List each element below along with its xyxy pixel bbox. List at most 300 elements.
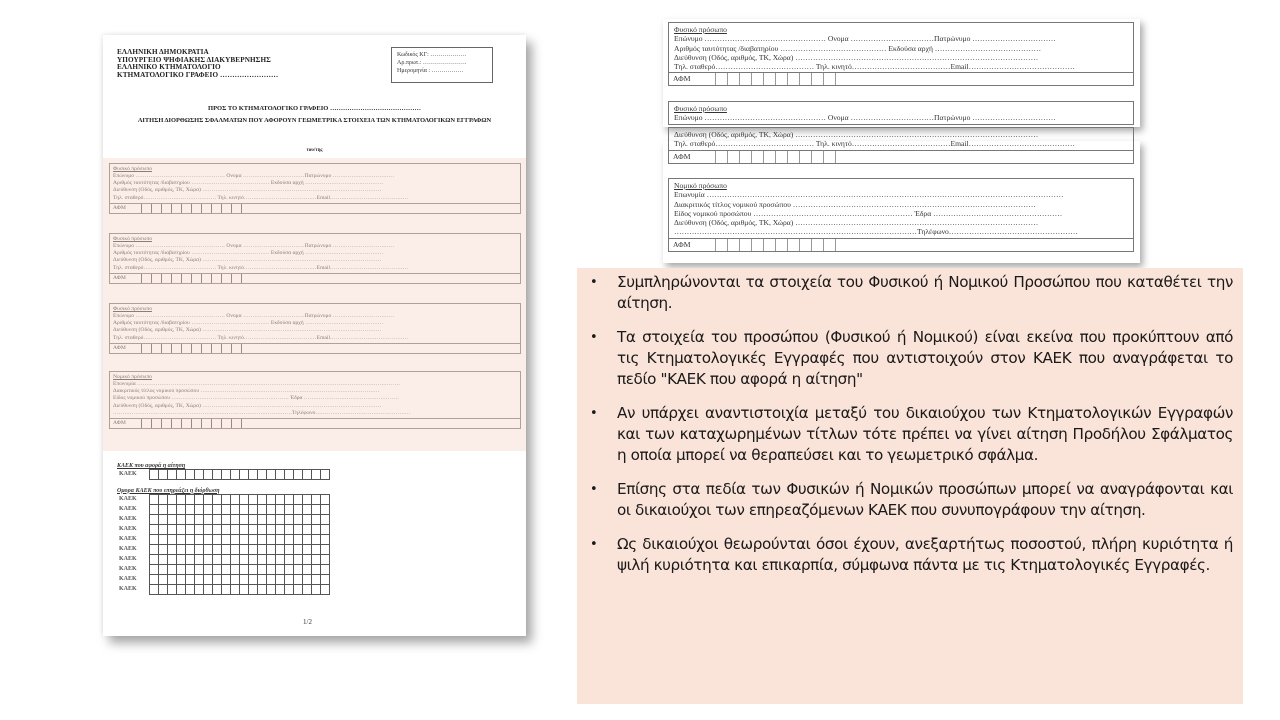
instructions-panel <box>577 268 1243 704</box>
form-line: Διακριτικός τίτλος νομικού προσώπου …………………………………………………………………………………… <box>113 388 380 395</box>
kaek-grid <box>149 504 330 514</box>
kaek-digit-cell <box>195 565 204 574</box>
kaek-digit-cell <box>267 555 276 564</box>
kaek-digit-cell <box>240 495 249 504</box>
section-heading: Φυσικό πρόσωπο <box>674 104 727 113</box>
kaek-digit-cell <box>168 495 177 504</box>
kaek-digit-cell <box>150 525 159 534</box>
form-line: Αριθμός ταυτότητας /διαβατηρίου …………………………………… Εκδούσα αρχή …………………………………… <box>674 43 1042 53</box>
kaek-digit-cell <box>267 545 276 554</box>
section-heading: Φυσικό πρόσωπο <box>113 236 153 242</box>
kaek-digit-cell <box>240 515 249 524</box>
kaek-digit-cell <box>249 495 258 504</box>
kaek-digit-cell <box>177 515 186 524</box>
kg-code-field: Κωδικός ΚΓ: ……………… <box>397 52 467 58</box>
kaek-neighbor-row <box>117 514 330 524</box>
kaek-digit-cell <box>159 585 168 594</box>
form-excerpt-legal-person <box>663 130 1140 263</box>
kaek-digit-cell <box>231 470 240 479</box>
kaek-digit-cell <box>168 470 177 479</box>
instruction-item <box>590 479 1233 521</box>
kaek-digit-cell <box>267 515 276 524</box>
kaek-digit-cell <box>204 495 213 504</box>
kaek-concerned-row <box>117 470 330 480</box>
kaek-digit-cell <box>150 565 159 574</box>
kaek-label: ΚΑΕΚ <box>119 546 137 553</box>
kaek-digit-cell <box>213 515 222 524</box>
kaek-digit-cell <box>276 565 285 574</box>
kaek-digit-cell <box>213 555 222 564</box>
section-heading: Νομικό πρόσωπο <box>674 181 727 190</box>
kaek-section <box>117 463 330 594</box>
afm-row <box>110 343 520 353</box>
kaek-grid <box>149 494 330 504</box>
form-line: Είδος νομικού προσώπου ……………………………………………………… Έδρα …………………………………………… <box>113 395 399 402</box>
kaek-digit-cell <box>150 470 159 479</box>
form-line: Διεύθυνση (Οδός, αριθμός, ΤΚ, Χώρα) …………………………………………………………………………………… <box>674 52 1039 62</box>
kaek-digit-cell <box>222 545 231 554</box>
authority-header <box>117 49 278 79</box>
kaek-digit-cell <box>159 470 168 479</box>
kaek-digit-cell <box>195 495 204 504</box>
afm-row <box>110 273 520 283</box>
kaek-neighbors-grid <box>117 494 330 594</box>
instruction-text: Ως δικαιούχοι θεωρούνται όσοι έχουν, ανεξαρτήτως ποσοστού, πλήρη κυριότητα ή ψιλή κυριότητα και επικαρπία, σύμφωνα πάντα με τις Κτηματολογικές Εγγραφές. <box>617 535 1233 574</box>
kaek-digit-cell <box>285 505 294 514</box>
protocol-number-field: Αρ.πρωτ.: …………………. <box>397 59 467 66</box>
kaek-digit-cell <box>303 545 312 554</box>
kaek-digit-cell <box>186 515 195 524</box>
kaek-digit-cell <box>195 515 204 524</box>
legal-person-section <box>668 178 1134 252</box>
kaek-neighbor-row <box>117 524 330 534</box>
kaek-digit-cell <box>240 565 249 574</box>
kaek-digit-cell <box>294 495 303 504</box>
kaek-digit-cell <box>312 525 321 534</box>
kaek-digit-cell <box>303 505 312 514</box>
kaek-digit-cell <box>249 515 258 524</box>
kaek-digit-cell <box>204 535 213 544</box>
kaek-neighbors-caption: Ομορα ΚΑΕΚ που επηρεάζει η διόρθωση <box>117 487 220 494</box>
kaek-digit-cell <box>312 555 321 564</box>
kaek-digit-cell <box>231 585 240 594</box>
kaek-digit-cell <box>240 505 249 514</box>
kaek-digit-cell <box>258 565 267 574</box>
kaek-digit-cell <box>303 470 312 479</box>
form-line: Τηλ. σταθερό………………………………… Τηλ. κινητό…………………………………Email…………………………………… <box>674 139 1075 149</box>
kaek-digit-cell <box>204 505 213 514</box>
kaek-digit-cell <box>321 505 330 514</box>
kaek-digit-cell <box>213 495 222 504</box>
kaek-digit-cell <box>150 495 159 504</box>
kaek-neighbor-row <box>117 564 330 574</box>
kaek-digit-cell <box>213 565 222 574</box>
kaek-label: ΚΑΕΚ <box>119 586 137 593</box>
afm-row <box>669 72 1133 85</box>
kaek-neighbor-row <box>117 544 330 554</box>
form-line: Αριθμός ταυτότητας /διαβατηρίου …………………………………… Εκδούσα αρχή …………………………………… <box>113 250 384 257</box>
natural-person-section <box>109 233 521 284</box>
kaek-digit-cell <box>249 505 258 514</box>
kaek-digit-cell <box>312 515 321 524</box>
kaek-digit-cell <box>285 515 294 524</box>
kaek-neighbor-row <box>117 504 330 514</box>
kaek-digit-cell <box>204 565 213 574</box>
form-line: Διεύθυνση (Οδός, αριθμός, ΤΚ, Χώρα) …………………………………………………………………………………… <box>113 257 382 264</box>
page-number: 1/2 <box>303 618 312 626</box>
kaek-digit-cell <box>303 495 312 504</box>
kaek-digit-cell <box>294 565 303 574</box>
kaek-digit-cell <box>249 545 258 554</box>
kaek-digit-cell <box>168 535 177 544</box>
kaek-digit-cell <box>276 555 285 564</box>
bullet-icon: • <box>590 275 598 290</box>
kaek-digit-cell <box>168 545 177 554</box>
afm-label: ΑΦΜ <box>113 204 126 211</box>
kaek-label: ΚΑΕΚ <box>119 496 137 503</box>
header-line: ΥΠΟΥΡΓΕΙΟ ΨΗΦΙΑΚΗΣ ΔΙΑΚΥΒΕΡΝΗΣΗΣ <box>117 55 271 64</box>
kaek-digit-cell <box>303 525 312 534</box>
kaek-neighbor-row <box>117 584 330 594</box>
kaek-digit-cell <box>285 525 294 534</box>
kaek-digit-cell <box>267 470 276 479</box>
kaek-digit-cell <box>231 495 240 504</box>
applicant-of-label: του/της <box>306 148 323 153</box>
afm-row <box>669 238 1133 251</box>
kaek-digit-cell <box>285 585 294 594</box>
kaek-digit-cell <box>303 585 312 594</box>
section-heading: Νομικό πρόσωπο <box>113 374 152 380</box>
kaek-digit-cell <box>204 515 213 524</box>
afm-label: ΑΦΜ <box>673 239 691 249</box>
afm-row <box>669 150 1133 163</box>
form-line: Επώνυμο ………………………………………… Ονομα ……………………………Πατρώνυμο …………………………… <box>674 113 1056 123</box>
kaek-label: ΚΑΕΚ <box>119 506 137 513</box>
kaek-digit-cell <box>312 505 321 514</box>
kaek-digit-cell <box>231 525 240 534</box>
kaek-digit-cell <box>186 495 195 504</box>
kaek-digit-cell <box>204 545 213 554</box>
afm-row <box>110 418 520 428</box>
bullet-icon: • <box>590 406 598 421</box>
kaek-digit-cell <box>249 585 258 594</box>
kaek-digit-cell <box>249 565 258 574</box>
kaek-digit-cell <box>240 535 249 544</box>
kaek-digit-cell <box>177 495 186 504</box>
kaek-digit-cell <box>267 585 276 594</box>
kaek-digit-cell <box>312 495 321 504</box>
form-line: Διεύθυνση (Οδός, αριθμός, ΤΚ, Χώρα) …………………………………………………………………………………… <box>113 187 382 194</box>
kaek-grid <box>149 524 330 534</box>
kaek-digit-cell <box>213 525 222 534</box>
kaek-digit-cell <box>276 545 285 554</box>
header-line: ΕΛΛΗΝΙΚΗ ΔΗΜΟΚΡΑΤΙΑ <box>117 48 209 56</box>
kaek-digit-cell <box>294 525 303 534</box>
kaek-digit-cell <box>186 525 195 534</box>
kaek-grid <box>149 514 330 524</box>
kaek-digit-cell <box>285 470 294 479</box>
instruction-item <box>590 272 1233 314</box>
kaek-digit-cell <box>150 545 159 554</box>
bullet-icon: • <box>590 330 598 345</box>
form-line: ……………………………………………………………………………………Τηλέφωνο…………………………………………… <box>674 227 1078 237</box>
form-line: Επωνυμία …………………………………………………………………………………………………………………………… <box>113 381 400 388</box>
kaek-grid <box>149 584 330 595</box>
kaek-label: ΚΑΕΚ <box>119 536 137 543</box>
kaek-neighbor-row <box>117 534 330 544</box>
kaek-digit-cell <box>303 535 312 544</box>
kaek-digit-cell <box>312 470 321 479</box>
form-line: Τηλ. σταθερό………………………………… Τηλ. κινητό…………………………………Email…………………………………… <box>113 194 409 201</box>
kaek-digit-cell <box>186 545 195 554</box>
form-line: Επώνυμο ………………………………………… Ονομα ……………………………Πατρώνυμο …………………………… <box>113 243 395 250</box>
kaek-digit-cell <box>249 470 258 479</box>
kaek-digit-cell <box>321 515 330 524</box>
form-line: Τηλ. σταθερό………………………………… Τηλ. κινητό…………………………………Email…………………………………… <box>674 62 1075 71</box>
form-line: Διεύθυνση (Οδός, αριθμός, ΤΚ, Χώρα) …………………………………………………………………………………… <box>674 130 1039 139</box>
kaek-digit-cell <box>195 470 204 479</box>
form-line: Τηλ. σταθερό………………………………… Τηλ. κινητό…………………………………Email…………………………………… <box>113 264 409 271</box>
kaek-digit-cell <box>150 515 159 524</box>
kaek-grid <box>149 574 330 584</box>
kaek-digit-cell <box>186 535 195 544</box>
form-line: Είδος νομικού προσώπου ……………………………………………………… Έδρα …………………………………………… <box>674 208 1063 218</box>
kaek-digit-cell <box>168 525 177 534</box>
kaek-digit-cell <box>294 535 303 544</box>
kaek-digit-cell <box>195 525 204 534</box>
natural-person-section <box>668 127 1134 164</box>
kaek-digit-cell <box>186 555 195 564</box>
afm-label: ΑΦΜ <box>113 344 126 351</box>
instruction-text: Τα στοιχεία του προσώπου (Φυσικού ή Νομικού) είναι εκείνα που προκύπτουν από τις Κτηματολογικές Εγγραφές που αντιστοιχούν στον ΚΑΕΚ που αναγράφεται το πεδίο "ΚΑΕΚ που αφορά η αίτηση" <box>617 328 1233 388</box>
form-line: Διακριτικός τίτλος νομικού προσώπου …………………………………………………………………………………… <box>674 199 1036 209</box>
kaek-digit-cell <box>240 470 249 479</box>
kaek-digit-cell <box>285 495 294 504</box>
instruction-item <box>590 534 1233 576</box>
kaek-digit-cell <box>294 505 303 514</box>
kaek-digit-cell <box>159 555 168 564</box>
kaek-digit-cell <box>276 505 285 514</box>
kaek-digit-cell <box>222 495 231 504</box>
kaek-digit-cell <box>321 545 330 554</box>
kaek-digit-cell <box>195 545 204 554</box>
kaek-digit-cell <box>285 545 294 554</box>
kaek-neighbor-row <box>117 574 330 584</box>
kaek-digit-cell <box>204 525 213 534</box>
kaek-digit-cell <box>150 505 159 514</box>
kaek-digit-cell <box>276 525 285 534</box>
form-line: Επώνυμο ………………………………………… Ονομα ……………………………Πατρώνυμο …………………………… <box>113 173 395 180</box>
bullet-icon: • <box>590 537 598 552</box>
kaek-digit-cell <box>231 515 240 524</box>
natural-person-section <box>109 303 521 354</box>
afm-label: ΑΦΜ <box>673 74 691 84</box>
kaek-digit-cell <box>294 555 303 564</box>
kaek-digit-cell <box>258 555 267 564</box>
kaek-digit-cell <box>294 470 303 479</box>
kaek-digit-cell <box>177 525 186 534</box>
form-line: Επώνυμο ………………………………………… Ονομα ……………………………Πατρώνυμο …………………………… <box>674 34 1056 44</box>
natural-person-section <box>668 22 1134 86</box>
addressee-line: ΠΡΟΣ ΤΟ ΚΤΗΜΑΤΟΛΟΓΙΚΟ ΓΡΑΦΕΙΟ …………………………………… <box>208 105 421 112</box>
kaek-grid <box>149 544 330 554</box>
header-line: ΚΤΗΜΑΤΟΛΟΓΙΚΟ ΓΡΑΦΕΙΟ …………………… <box>117 70 279 79</box>
kaek-digit-cell <box>276 585 285 594</box>
kaek-grid <box>149 564 330 574</box>
kaek-digit-cell <box>258 515 267 524</box>
kaek-digit-cell <box>276 495 285 504</box>
kaek-digit-cell <box>276 515 285 524</box>
kaek-digit-cell <box>168 505 177 514</box>
kaek-digit-cell <box>222 565 231 574</box>
kaek-label: ΚΑΕΚ <box>119 471 137 478</box>
kaek-digit-cell <box>249 535 258 544</box>
kaek-digit-cell <box>249 525 258 534</box>
kaek-digit-cell <box>168 565 177 574</box>
form-line: Αριθμός ταυτότητας /διαβατηρίου …………………………………… Εκδούσα αρχή …………………………………… <box>113 180 384 187</box>
kaek-digit-cell <box>267 495 276 504</box>
kaek-digit-cell <box>285 565 294 574</box>
form-line: Διεύθυνση (Οδός, αριθμός, ΤΚ, Χώρα) …………………………………………………………………………………… <box>674 218 1039 227</box>
kaek-digit-cell <box>195 535 204 544</box>
kaek-digit-cell <box>222 585 231 594</box>
kaek-digit-cell <box>159 495 168 504</box>
kaek-digit-cell <box>231 505 240 514</box>
kaek-digit-cell <box>213 585 222 594</box>
kaek-digit-cell <box>312 585 321 594</box>
instruction-text: Επίσης στα πεδία των Φυσικών ή Νομικών προσώπων μπορεί να αναγράφονται και οι δικαιούχοι των επηρεαζόμενων ΚΑΕΚ που συνυπογράφουν την αίτηση. <box>617 480 1233 519</box>
kaek-digit-cell <box>150 535 159 544</box>
office-code-box <box>391 47 493 83</box>
kaek-digit-cell <box>240 545 249 554</box>
kaek-digit-cell <box>231 535 240 544</box>
kaek-neighbor-row <box>117 494 330 504</box>
section-heading: Φυσικό πρόσωπο <box>674 25 727 34</box>
kaek-digit-cell <box>276 535 285 544</box>
form-excerpt-natural-persons <box>663 19 1140 127</box>
kaek-digit-cell <box>177 535 186 544</box>
kaek-digit-cell <box>168 515 177 524</box>
afm-label: ΑΦΜ <box>673 151 691 161</box>
kaek-digit-cell <box>177 505 186 514</box>
kaek-grid <box>149 469 330 480</box>
section-heading: Φυσικό πρόσωπο <box>113 306 153 312</box>
kaek-digit-cell <box>186 565 195 574</box>
kaek-digit-cell <box>321 495 330 504</box>
kaek-label: ΚΑΕΚ <box>119 516 137 523</box>
kaek-digit-cell <box>294 545 303 554</box>
instruction-text: Συμπληρώνονται τα στοιχεία του Φυσικού ή Νομικού Προσώπου που καταθέτει την αίτηση. <box>617 273 1233 312</box>
kaek-digit-cell <box>240 555 249 564</box>
bullet-icon: • <box>590 482 598 497</box>
kaek-digit-cell <box>321 585 330 594</box>
kaek-digit-cell <box>294 585 303 594</box>
kaek-label: ΚΑΕΚ <box>119 556 137 563</box>
kaek-digit-cell <box>177 565 186 574</box>
kaek-digit-cell <box>222 535 231 544</box>
kaek-digit-cell <box>231 545 240 554</box>
kaek-digit-cell <box>258 495 267 504</box>
kaek-digit-cell <box>231 555 240 564</box>
date-field: Ημερομηνία : ……………. <box>397 67 464 74</box>
kaek-label: ΚΑΕΚ <box>119 576 137 583</box>
application-form-page <box>103 35 526 636</box>
form-line: Επώνυμο ………………………………………… Ονομα ……………………………Πατρώνυμο …………………………… <box>113 313 395 320</box>
kaek-label: ΚΑΕΚ <box>119 566 137 573</box>
kaek-digit-cell <box>150 555 159 564</box>
kaek-digit-cell <box>177 585 186 594</box>
kaek-digit-cell <box>204 555 213 564</box>
kaek-digit-cell <box>267 535 276 544</box>
kaek-digit-cell <box>159 545 168 554</box>
kaek-digit-cell <box>258 525 267 534</box>
kaek-digit-cell <box>321 470 330 479</box>
legal-person-section <box>109 371 521 429</box>
instructions-list <box>577 268 1243 576</box>
kaek-digit-cell <box>258 505 267 514</box>
kaek-digit-cell <box>222 515 231 524</box>
kaek-digit-cell <box>294 515 303 524</box>
kaek-digit-cell <box>204 585 213 594</box>
kaek-digit-cell <box>267 525 276 534</box>
kaek-digit-cell <box>231 565 240 574</box>
kaek-grid <box>149 554 330 564</box>
kaek-digit-cell <box>213 545 222 554</box>
kaek-digit-cell <box>240 525 249 534</box>
kaek-digit-cell <box>177 545 186 554</box>
instruction-item <box>590 403 1233 466</box>
kaek-digit-cell <box>204 470 213 479</box>
form-line: Τηλ. σταθερό………………………………… Τηλ. κινητό…………………………………Email…………………………………… <box>113 334 409 341</box>
kaek-digit-cell <box>159 505 168 514</box>
kaek-digit-cell <box>177 555 186 564</box>
kaek-digit-cell <box>303 565 312 574</box>
kaek-digit-cell <box>312 535 321 544</box>
kaek-digit-cell <box>249 555 258 564</box>
kaek-digit-cell <box>276 470 285 479</box>
kaek-label: ΚΑΕΚ <box>119 526 137 533</box>
kaek-digit-cell <box>267 565 276 574</box>
form-line: Διεύθυνση (Οδός, αριθμός, ΤΚ, Χώρα) …………………………………………………………………………………… <box>113 327 382 334</box>
kaek-digit-cell <box>222 555 231 564</box>
header-line: ΕΛΛΗΝΙΚΟ ΚΤΗΜΑΤΟΛΟΓΙΟ <box>117 63 221 72</box>
section-heading: Φυσικό πρόσωπο <box>113 166 153 172</box>
instruction-text: Αν υπάρχει αναντιστοιχία μεταξύ του δικαιούχου των Κτηματολογικών Εγγραφών και των καταχωρημένων τίτλων τότε πρέπει να γίνει αίτηση Προδήλου Σφάλματος η οποία μπορεί να θεραπεύσει και το γεωμετρικό σφάλμα. <box>617 404 1233 464</box>
kaek-digit-cell <box>285 535 294 544</box>
kaek-digit-cell <box>258 585 267 594</box>
kaek-digit-cell <box>222 505 231 514</box>
kaek-digit-cell <box>150 585 159 594</box>
form-title: ΑΙΤΗΣΗ ΔΙΟΡΘΩΣΗΣ ΣΦΑΛΜΑΤΩΝ ΠΟΥ ΑΦΟΡΟΥΝ ΓΕΩΜΕΤΡΙΚΑ ΣΤΟΙΧΕΙΑ ΤΩΝ ΚΤΗΜΑΤΟΛΟΓΙΚΩΝ ΕΓΓΡΑΦΩΝ <box>137 117 492 124</box>
kaek-digit-cell <box>186 585 195 594</box>
kaek-digit-cell <box>258 470 267 479</box>
form-line: Επωνυμία …………………………………………………………………………………………………………………………… <box>674 190 1064 200</box>
form-line: Διεύθυνση (Οδός, αριθμός, ΤΚ, Χώρα) …………………………………………………………………………………… <box>113 402 382 409</box>
kaek-digit-cell <box>222 470 231 479</box>
kaek-digit-cell <box>159 565 168 574</box>
kaek-digit-cell <box>303 515 312 524</box>
instruction-item <box>590 327 1233 390</box>
kaek-digit-cell <box>186 505 195 514</box>
afm-label: ΑΦΜ <box>113 419 126 426</box>
kaek-digit-cell <box>213 470 222 479</box>
kaek-digit-cell <box>303 555 312 564</box>
natural-person-section <box>668 101 1134 125</box>
kaek-concerned-caption: ΚΑΕΚ που αφορά η αίτηση <box>117 463 186 469</box>
afm-row <box>110 203 520 213</box>
kaek-digit-cell <box>285 555 294 564</box>
kaek-digit-cell <box>177 470 186 479</box>
